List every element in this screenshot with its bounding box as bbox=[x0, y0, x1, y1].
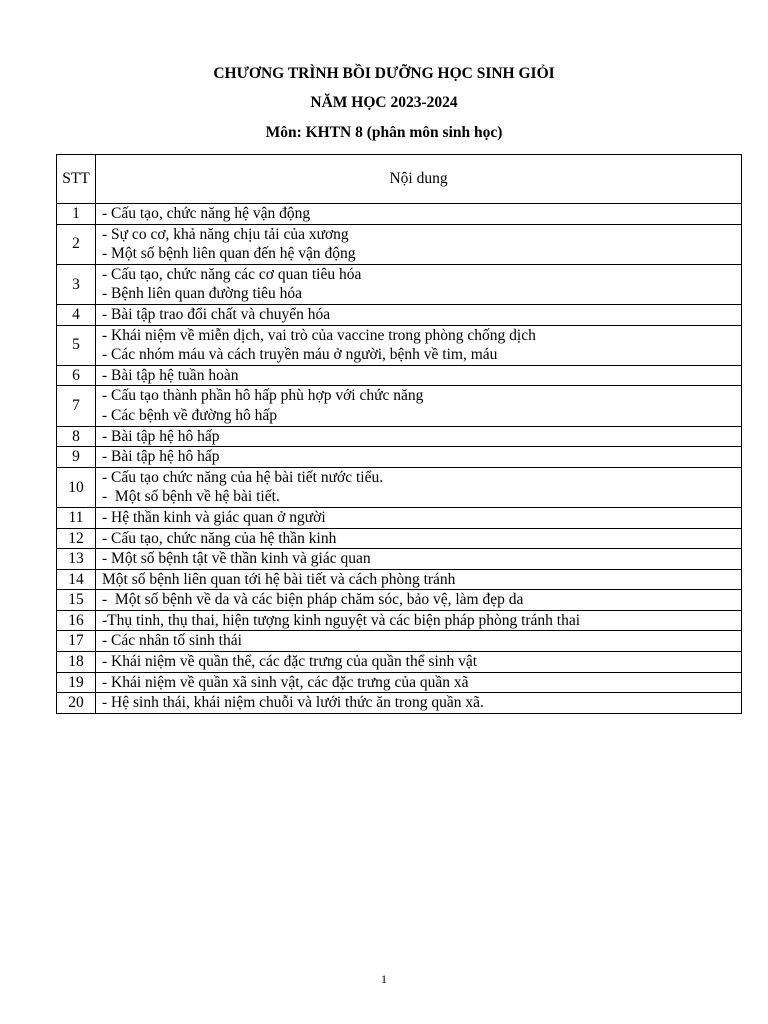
row-number: 19 bbox=[57, 672, 96, 693]
row-content bbox=[96, 672, 742, 693]
content-line: - Bài tập hệ hô hấp bbox=[102, 427, 220, 445]
row-number: 20 bbox=[57, 693, 96, 714]
row-number: 5 bbox=[57, 325, 96, 365]
table-row bbox=[57, 264, 742, 304]
row-number: 15 bbox=[57, 590, 96, 611]
column-header-content: Nội dung bbox=[96, 155, 742, 204]
row-number: 3 bbox=[57, 264, 96, 304]
row-number: 11 bbox=[57, 507, 96, 528]
table-row bbox=[57, 204, 742, 225]
column-header-stt: STT bbox=[57, 155, 96, 204]
row-content bbox=[96, 204, 742, 225]
content-line: - Các nhân tố sinh thái bbox=[102, 632, 242, 650]
table-row bbox=[57, 507, 742, 528]
content-line: - Bệnh liên quan đường tiêu hóa bbox=[102, 285, 302, 303]
table-row bbox=[57, 610, 742, 631]
table-row bbox=[57, 652, 742, 673]
table-row bbox=[57, 224, 742, 264]
row-content bbox=[96, 447, 742, 468]
content-line: - Một số bệnh liên quan đến hệ vận động bbox=[102, 245, 356, 263]
content-line: -Thụ tinh, thụ thai, hiện tượng kinh nguyệt và các biện pháp phòng tránh thai bbox=[102, 611, 581, 629]
row-content bbox=[96, 610, 742, 631]
row-content bbox=[96, 549, 742, 570]
content-line: - Khái niệm về quần thể, các đặc trưng của quần thể sinh vật bbox=[102, 653, 478, 671]
content-line: - Cấu tạo, chức năng các cơ quan tiêu hóa bbox=[102, 265, 362, 283]
table-row bbox=[57, 304, 742, 325]
row-number: 6 bbox=[57, 365, 96, 386]
subject-line: Môn: KHTN 8 (phân môn sinh học) bbox=[265, 124, 503, 141]
content-line: - Khái niệm về quần xã sinh vật, các đặc trưng của quần xã bbox=[102, 673, 469, 691]
row-content bbox=[96, 386, 742, 426]
table-header-row bbox=[57, 155, 742, 204]
row-number: 13 bbox=[57, 549, 96, 570]
table-row bbox=[57, 467, 742, 507]
row-content bbox=[96, 652, 742, 673]
row-content bbox=[96, 693, 742, 714]
content-line: - Khái niệm về miễn dịch, vai trò của vaccine trong phòng chống dịch bbox=[102, 326, 536, 344]
row-content bbox=[96, 590, 742, 611]
row-number: 16 bbox=[57, 610, 96, 631]
content-line: - Hệ thần kinh và giác quan ở người bbox=[102, 508, 326, 526]
content-line: - Hệ sinh thái, khái niệm chuỗi và lưới thức ăn trong quần xã. bbox=[102, 694, 484, 712]
table-row bbox=[57, 386, 742, 426]
row-number: 17 bbox=[57, 631, 96, 652]
row-content bbox=[96, 569, 742, 590]
content-line: - Bài tập hệ tuần hoàn bbox=[102, 366, 239, 384]
content-line: - Cấu tạo chức năng của hệ bài tiết nước tiểu. bbox=[102, 468, 384, 486]
row-number: 2 bbox=[57, 224, 96, 264]
document-title: CHƯƠNG TRÌNH BỒI DƯỠNG HỌC SINH GIỎI bbox=[213, 65, 555, 82]
table-row bbox=[57, 693, 742, 714]
row-content bbox=[96, 325, 742, 365]
row-number: 4 bbox=[57, 304, 96, 325]
row-number: 9 bbox=[57, 447, 96, 468]
content-line: - Sự co cơ, khả năng chịu tải của xương bbox=[102, 225, 349, 243]
table-row bbox=[57, 426, 742, 447]
table-row bbox=[57, 325, 742, 365]
table-row bbox=[57, 590, 742, 611]
row-number: 14 bbox=[57, 569, 96, 590]
row-number: 18 bbox=[57, 652, 96, 673]
row-content bbox=[96, 467, 742, 507]
row-content bbox=[96, 426, 742, 447]
school-year: NĂM HỌC 2023-2024 bbox=[310, 94, 458, 111]
row-content bbox=[96, 224, 742, 264]
content-line: - Bài tập trao đổi chất và chuyển hóa bbox=[102, 305, 331, 323]
table-row bbox=[57, 569, 742, 590]
content-line: - Cấu tạo thành phần hô hấp phù hợp với chức năng bbox=[102, 387, 424, 405]
row-content bbox=[96, 264, 742, 304]
row-content bbox=[96, 304, 742, 325]
page-number: 1 bbox=[381, 972, 387, 986]
row-content bbox=[96, 631, 742, 652]
content-line: - Một số bệnh về hệ bài tiết. bbox=[102, 488, 280, 506]
table-row bbox=[57, 447, 742, 468]
content-line: - Cấu tạo, chức năng của hệ thần kinh bbox=[102, 529, 337, 547]
row-number: 8 bbox=[57, 426, 96, 447]
row-content bbox=[96, 365, 742, 386]
curriculum-table bbox=[56, 154, 742, 714]
content-line: - Một số bệnh tật về thần kinh và giác quan bbox=[102, 550, 371, 568]
row-content bbox=[96, 507, 742, 528]
table-row bbox=[57, 672, 742, 693]
row-number: 10 bbox=[57, 467, 96, 507]
content-line: - Cấu tạo, chức năng hệ vận động bbox=[102, 205, 311, 222]
table-row bbox=[57, 549, 742, 570]
row-number: 12 bbox=[57, 528, 96, 549]
table-row bbox=[57, 365, 742, 386]
content-line: - Các bệnh về đường hô hấp bbox=[102, 406, 277, 424]
row-number: 1 bbox=[57, 204, 96, 225]
content-line: - Bài tập hệ hô hấp bbox=[102, 448, 220, 466]
row-number: 7 bbox=[57, 386, 96, 426]
row-content bbox=[96, 528, 742, 549]
content-line: Một số bệnh liên quan tới hệ bài tiết và cách phòng tránh bbox=[102, 570, 456, 588]
content-line: - Một số bệnh về da và các biện pháp chăm sóc, bảo vệ, làm đẹp da bbox=[102, 591, 524, 609]
content-line: - Các nhóm máu và cách truyền máu ở người, bệnh về tim, máu bbox=[102, 346, 498, 364]
table-row bbox=[57, 631, 742, 652]
table-row bbox=[57, 528, 742, 549]
